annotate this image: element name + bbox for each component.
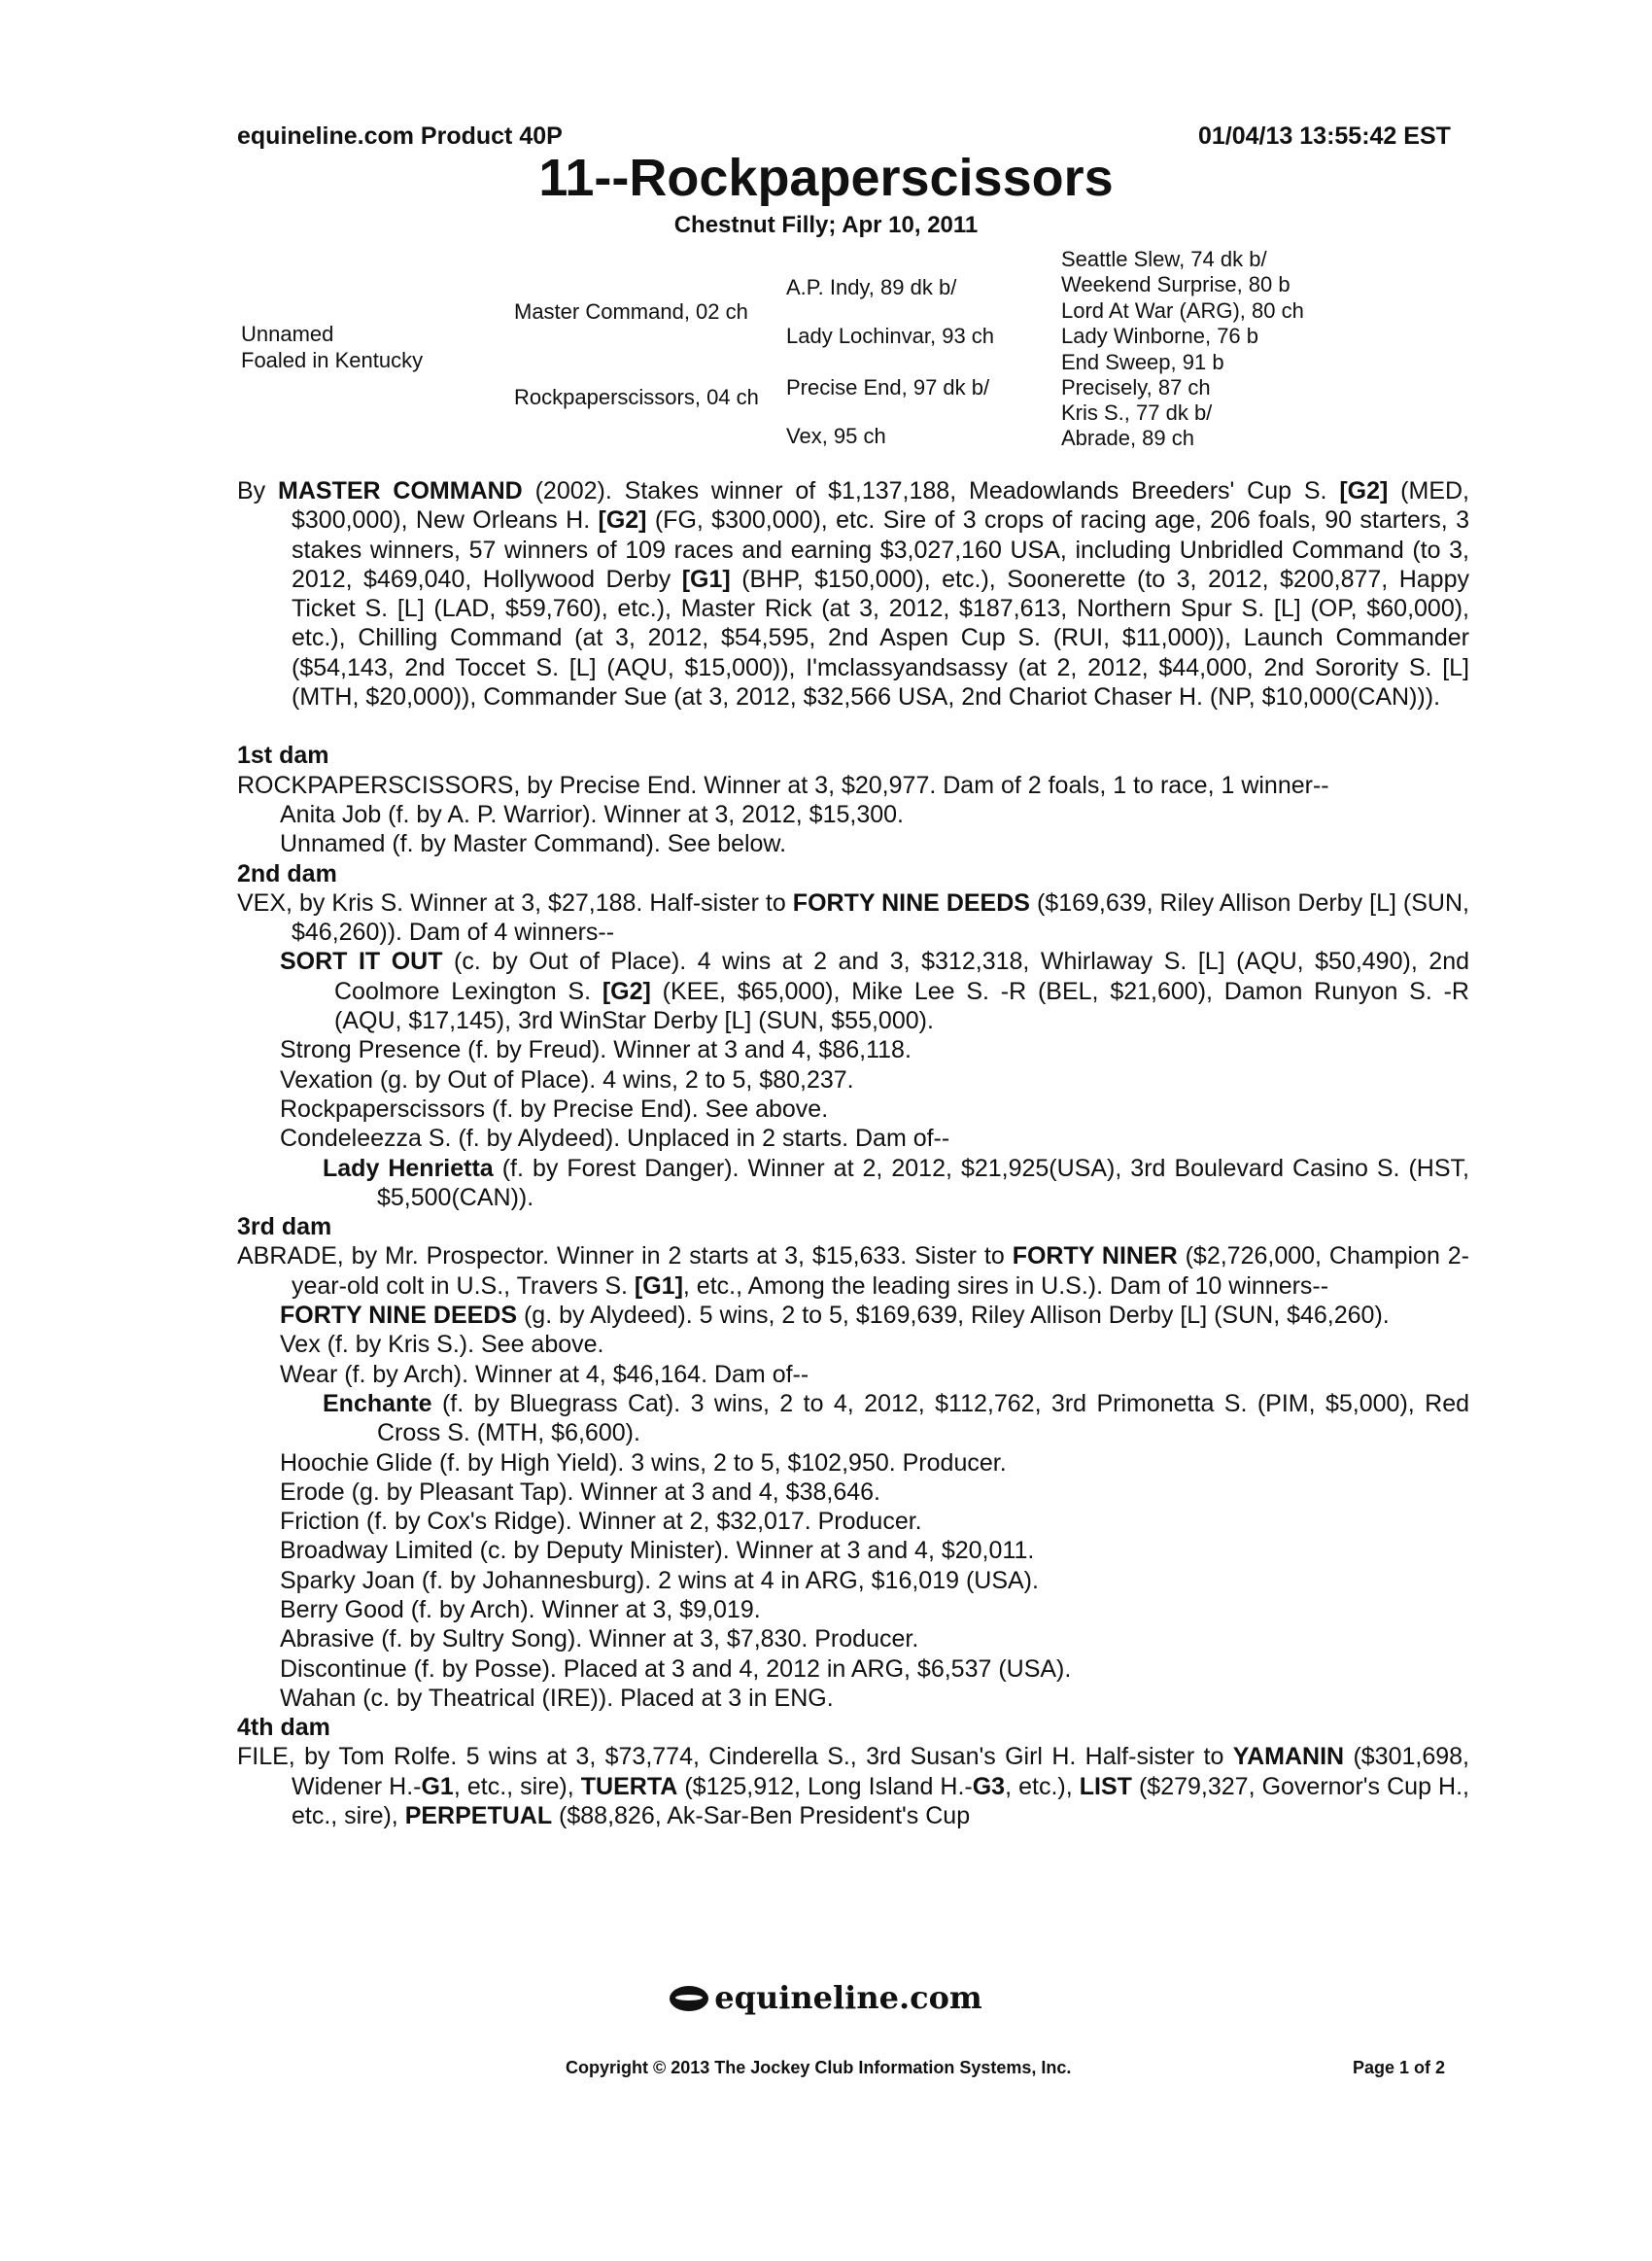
foal-entry: Rockpaperscissors (f. by Precise End). See above.	[280, 1095, 829, 1123]
grade-label: [G1]	[634, 1271, 683, 1300]
sire-text: (MED, $300,000), New Orleans H.	[292, 477, 1469, 535]
foal-text: (KEE, $65,000), Mike Lee S. -R (BEL, $21,600), Damon Runyon S. -R (AQU, $17,145), 3rd WinStar Derby [L] (SUN, $55,000).	[334, 977, 1469, 1035]
grade-label: [G2]	[1339, 477, 1389, 504]
page-subtitle: Chestnut Filly; Apr 10, 2011	[673, 212, 979, 238]
pedigree-gen4: Lady Winborne, 76 b	[1061, 324, 1259, 348]
dam-entry	[237, 888, 1469, 948]
section-heading-3rd-dam: 3rd dam	[237, 1213, 332, 1241]
pedigree-gen4: Kris S., 77 dk b/	[1061, 400, 1213, 425]
pedigree-gen4: End Sweep, 91 b	[1061, 350, 1224, 374]
dam-text: , etc.),	[1005, 1772, 1080, 1800]
pedigree-gen4: Lord At War (ARG), 80 ch	[1061, 298, 1304, 323]
foal-entry: Discontinue (f. by Posse). Placed at 3 and 4, 2012 in ARG, $6,537 (USA).	[280, 1654, 1072, 1683]
foal-entry: Wahan (c. by Theatrical (IRE)). Placed at 3 in ENG.	[280, 1684, 834, 1712]
page-number: Page 1 of 2	[1353, 2058, 1446, 2077]
dam-text: , etc., Among the leading sires in U.S.). Dam of 10 winners--	[682, 1271, 1329, 1300]
dam-text: VEX, by Kris S. Winner at 3, $27,188. Half-sister to	[237, 888, 793, 917]
grade-label: [G2]	[602, 977, 651, 1005]
dam-entry	[237, 1241, 1469, 1301]
grade-label: G1	[421, 1772, 454, 1800]
sire-name-bold: MASTER COMMAND	[278, 477, 523, 504]
equineline-logo	[0, 1979, 1652, 2016]
pedigree-gen4: Weekend Surprise, 80 b	[1061, 272, 1291, 296]
horse-name: Unnamed	[241, 322, 334, 346]
foal-entry: Berry Good (f. by Arch). Winner at 3, $9,019.	[280, 1595, 761, 1623]
sire-name: Master Command, 02 ch	[514, 299, 748, 324]
grade-label: [G1]	[681, 565, 731, 593]
section-heading-2nd-dam: 2nd dam	[237, 859, 337, 887]
stakes-horse-name: TUERTA	[580, 1772, 678, 1800]
grandfoal-entry	[237, 1154, 1469, 1213]
stakes-horse-name: Lady Henrietta	[323, 1154, 494, 1182]
foal-text: (c. by Out of Place). 4 wins at 2 and 3, $312,318, Whirlaway S. [L] (AQU, $50,490), 2nd Coolmore Lexington S.	[334, 948, 1469, 1005]
dam-text: ($279,327, Governor's Cup H., etc., sire),	[292, 1772, 1469, 1830]
foal-entry: Condeleezza S. (f. by Alydeed). Unplaced in 2 starts. Dam of--	[280, 1125, 950, 1153]
foal-entry: Strong Presence (f. by Freud). Winner at 3 and 4, $86,118.	[280, 1036, 912, 1064]
pedigree-gen4: Abrade, 89 ch	[1061, 426, 1194, 450]
sire-text: (FG, $300,000), etc. Sire of 3 crops of racing age, 206 foals, 90 starters, 3 stakes winners, 57 winners of 109 races and earning $3,027,160 USA, including Unbridled Command (to 3, 2012, $469,040, Hollywood Derby	[292, 506, 1469, 593]
dam-name: Rockpaperscissors, 04 ch	[514, 385, 759, 409]
section-heading-4th-dam: 4th dam	[237, 1714, 330, 1742]
timestamp: 01/04/13 13:55:42 EST	[1198, 122, 1451, 150]
stakes-horse-name: FORTY NINER	[1012, 1242, 1178, 1270]
dam-text: ABRADE, by Mr. Prospector. Winner in 2 starts at 3, $15,633. Sister to	[237, 1242, 1013, 1270]
product-label: equineline.com Product 40P	[237, 122, 563, 150]
sire-lead: By	[237, 477, 279, 504]
foal-entry: Vexation (g. by Out of Place). 4 wins, 2 to 5, $80,237.	[280, 1065, 854, 1094]
catalog-body	[237, 476, 1469, 1830]
dam-text: ($125,912, Long Island H.-	[677, 1772, 973, 1800]
foal-entry: Erode (g. by Pleasant Tap). Winner at 3 and 4, $38,646.	[280, 1478, 880, 1506]
equineline-swoosh-icon	[670, 1986, 708, 2011]
pedigree-gen3: Precise End, 97 dk b/	[786, 375, 990, 400]
dam-text: FILE, by Tom Rolfe. 5 wins at 3, $73,774, Cinderella S., 3rd Susan's Girl H. Half-sister to	[237, 1743, 1233, 1771]
logo-text: equineline.com	[714, 1979, 982, 2016]
stakes-horse-name: FORTY NINE DEEDS	[280, 1302, 518, 1330]
pedigree-gen4: Precisely, 87 ch	[1061, 375, 1211, 400]
foal-entry: Unnamed (f. by Master Command). See below.	[280, 830, 787, 858]
foal-entry	[237, 947, 1469, 1035]
section-heading-1st-dam: 1st dam	[237, 742, 329, 770]
foal-entry: Broadway Limited (c. by Deputy Minister). Winner at 3 and 4, $20,011.	[280, 1537, 1035, 1565]
stakes-horse-name: FORTY NINE DEEDS	[792, 888, 1030, 917]
stakes-horse-name: YAMANIN	[1232, 1743, 1345, 1771]
sire-text: (BHP, $150,000), etc.), Soonerette (to 3, 2012, $200,877, Happy Ticket S. [L] (LAD, $59,760), etc.), Master Rick (at 3, 2012, $187,613, Northern Spur S. [L] (OP, $60,000), etc.), Chilling Command (at 3, 2012, $54,595, 2nd Aspen Cup S. (RUI, $11,000)), Launch Commander ($54,143, 2nd Toccet S. [L] (AQU, $15,000)), I'mclassyandsassy (at 2, 2012, $44,000, 2nd Sorority S. [L] (MTH, $20,000)), Commander Sue (at 3, 2012, $32,566 USA, 2nd Chariot Chaser H. (NP, $10,000(CAN))).	[292, 565, 1469, 712]
foal-entry: Friction (f. by Cox's Ridge). Winner at 2, $32,017. Producer.	[280, 1508, 922, 1536]
dam-text: ($2,726,000, Champion 2-year-old colt in U.S., Travers S.	[292, 1242, 1469, 1300]
copyright-notice: Copyright © 2013 The Jockey Club Information Systems, Inc.	[566, 2058, 1072, 2077]
dam-text: ($169,639, Riley Allison Derby [L] (SUN, $46,260)). Dam of 4 winners--	[292, 888, 1469, 947]
foal-entry	[237, 1301, 1469, 1330]
stakes-horse-name: SORT IT OUT	[280, 948, 443, 976]
stakes-horse-name: PERPETUAL	[404, 1802, 553, 1830]
pedigree-gen4: Seattle Slew, 74 dk b/	[1061, 247, 1267, 271]
foal-entry: Abrasive (f. by Sultry Song). Winner at 3, $7,830. Producer.	[280, 1625, 919, 1653]
foal-entry: Anita Job (f. by A. P. Warrior). Winner at 3, 2012, $15,300.	[280, 800, 904, 828]
foal-entry: Vex (f. by Kris S.). See above.	[280, 1331, 604, 1359]
grandfoal-text: (f. by Forest Danger). Winner at 2, 2012, $21,925(USA), 3rd Boulevard Casino S. (HST, $5,500(CAN)).	[377, 1154, 1469, 1211]
foal-text: (g. by Alydeed). 5 wins, 2 to 5, $169,639, Riley Allison Derby [L] (SUN, $46,260).	[517, 1302, 1390, 1330]
page-title: 11--Rockpaperscissors	[538, 149, 1114, 207]
grade-label: [G2]	[598, 506, 647, 535]
sire-paragraph	[237, 476, 1469, 712]
dam-entry	[237, 1742, 1469, 1830]
foal-entry: Wear (f. by Arch). Winner at 4, $46,164. Dam of--	[280, 1360, 809, 1388]
foaled-location: Foaled in Kentucky	[241, 348, 424, 372]
stakes-horse-name: Enchante	[323, 1389, 432, 1417]
sire-text: (2002). Stakes winner of $1,137,188, Meadowlands Breeders' Cup S.	[522, 477, 1340, 504]
dam-entry: ROCKPAPERSCISSORS, by Precise End. Winner at 3, $20,977. Dam of 2 foals, 1 to race, 1 winner--	[237, 771, 1329, 799]
dam-text: ($88,826, Ak-Sar-Ben President's Cup	[552, 1802, 971, 1830]
pedigree-gen3: A.P. Indy, 89 dk b/	[786, 275, 957, 299]
stakes-horse-name: LIST	[1079, 1772, 1132, 1800]
pedigree-gen3: Lady Lochinvar, 93 ch	[786, 324, 995, 348]
grade-label: G3	[972, 1772, 1006, 1800]
foal-entry: Sparky Joan (f. by Johannesburg). 2 wins at 4 in ARG, $16,019 (USA).	[280, 1566, 1039, 1594]
pedigree-gen3: Vex, 95 ch	[786, 424, 886, 448]
foal-entry: Hoochie Glide (f. by High Yield). 3 wins, 2 to 5, $102,950. Producer.	[280, 1448, 1007, 1477]
grandfoal-text: (f. by Bluegrass Cat). 3 wins, 2 to 4, 2012, $112,762, 3rd Primonetta S. (PIM, $5,000), Red Cross S. (MTH, $6,600).	[377, 1389, 1469, 1447]
grandfoal-entry	[237, 1389, 1469, 1448]
dam-text: ($301,698, Widener H.-	[292, 1743, 1469, 1800]
dam-text: , etc., sire),	[453, 1772, 581, 1800]
